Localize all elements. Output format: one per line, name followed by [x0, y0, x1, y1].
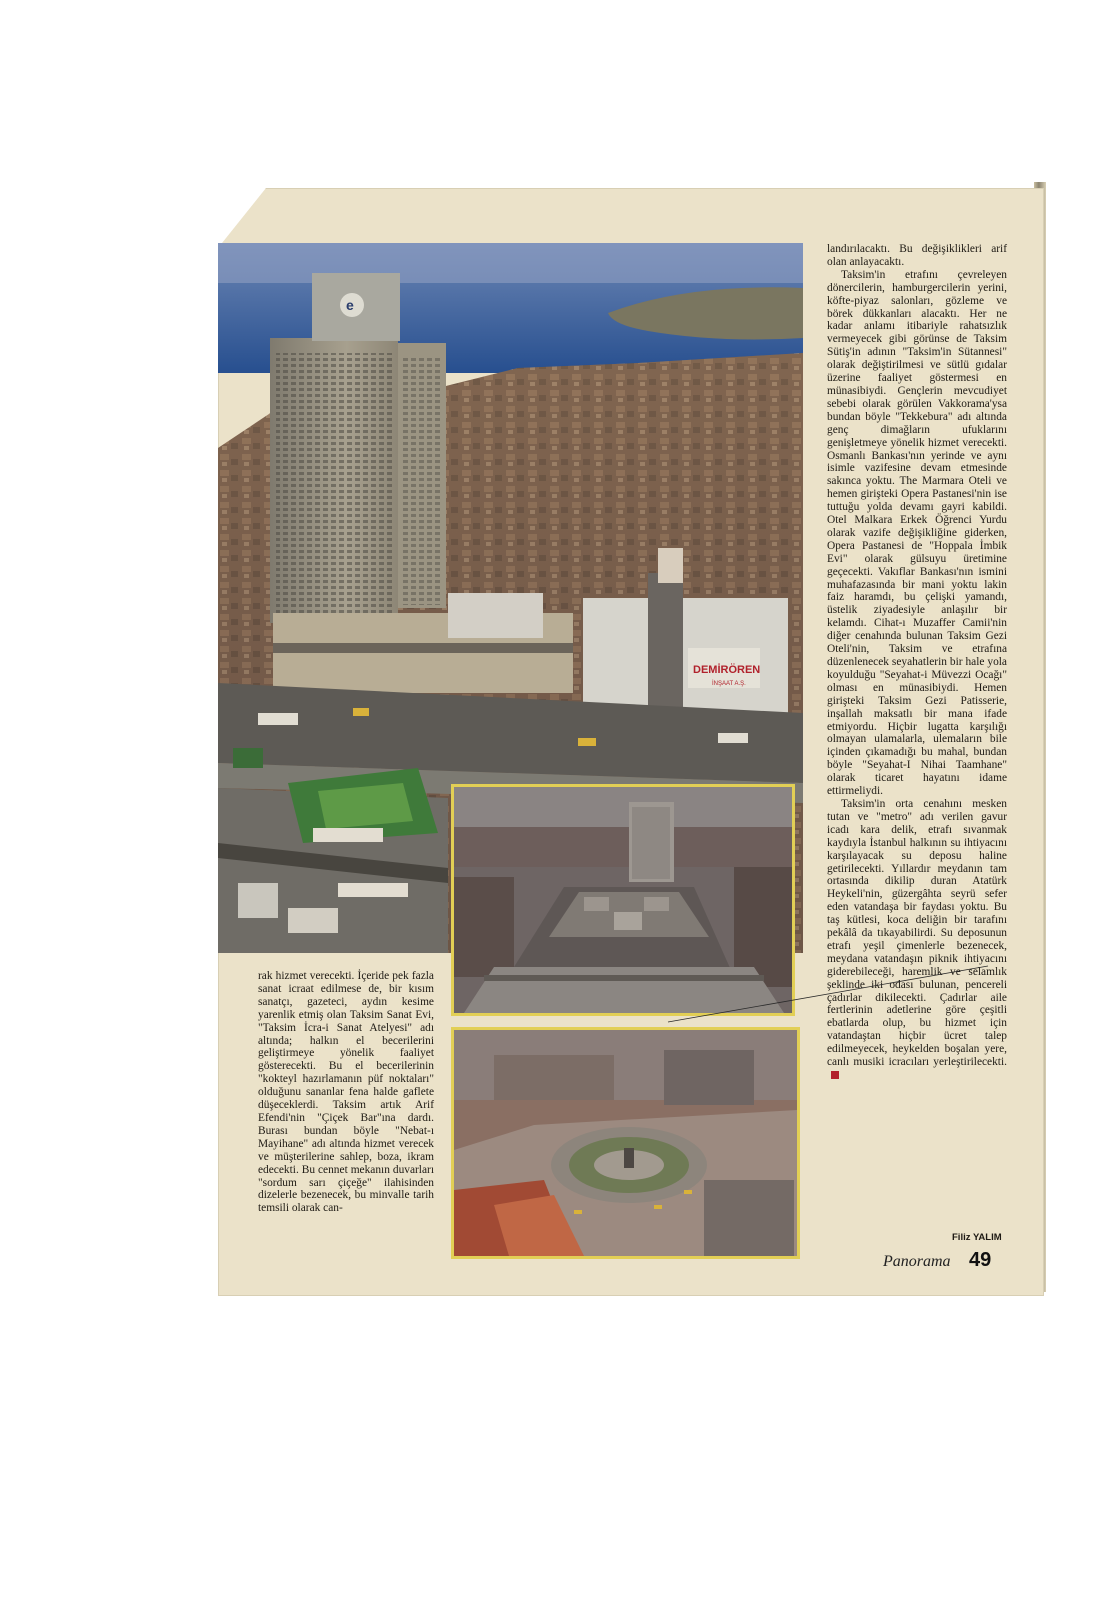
article-paragraph-text: Taksim'in orta cenahını mesken tutan ve "metro" adı verilen gavur icadı kara delik, etrafı sıvanmak kaydıyla İstanbul halkının su ihtiyacını karşılayacak su deposu haline getirilecekti. Yıllardır meydanın tam ortasında dikilip duran Atatürk Heykeli'nin, güzergâhta seyrü sefer eden vatandaşa bir faydası yoktu. Bu taş kütlesi, koca deliğin bir tarafını pekâlâ da tıkayabilirdi. Su deposunun etrafı yeşil çimenlerle bezenecek, meydana vatandaşın piknik ihtiyacını giderebileceği, haremlik ve selamlık şeklinde iki odası bulunan, pencereli çadırlar dikilecekti. Çadırlar aile fertlerinin adetlerine göre çeşitli ebatlarda olup, bu hizmet için vatandaştan hiçbir ücret talep edilmeyecek, heykelden boşalan yere, canlı musiki icracıları yerleştirilecekti.: [827, 797, 1007, 1069]
svg-text:e: e: [346, 297, 354, 313]
page-number: 49: [969, 1249, 992, 1271]
article-paragraph: Taksim'in etrafını çevreleyen dönercilerin, hamburgercilerin yerini, köfte-piyaz salonları, gözleme ve börek dükkanları alacaktı. Her ne kadar anlamı itibariyle rahatsızlık vermeyecek gibi görünse de Taksim Sütiş'in adının "Taksim'in Sütannesi" olarak değiştirilmesi ve sütlü gıdalar üzerine faaliyet göstermesi en münasibiydi. Gençlerin mevcudiyet sebebi olarak görülen Vakkorama'ysa bundan böyle "Tekkebura" adı altında genç dimağların ufuklarını genişletmeye yönelik hizmet verecekti. Osmanlı Bankası'nın yerinde ve aynı isimle vazifesine devam etmesinde sakınca yoktu. The Marmara Oteli ve hemen girişteki Opera Pastanesi'nin ise tuttuğu yolda devamı gayri kabildi. Otel Malkara Erkek Öğrenci Yurdu olarak vazife değişikliğine giderken, Opera Pastanesi de "Hoppala İmbik Evi" olarak gülsuyu üretimine geçecekti. Vakıflar Bankası'nın ismini muhafazasında bir mani yoktu lakin faiz haramdı, bu çelişki yamandı, üstelik ziyadesiyle anlaşılır bir kelamdı. Cihat-ı Muzaffer Camii'nin diğer cenahında bulunan Taksim Gezi Oteli'nin, Taksim ve etrafına düzenlenecek seyahatlerin bir hale yola koyulduğu "Seyahat-i Müvezzi Ocağı" olması en münasibiydi. Hemen girişteki Taksim Gezi Patisserie, inşallah maksatlı bir mana ifade etmiyordu. Hiçbir lugatta karşılığı olmayan ulamalarla, ulemaların bile içinden çıkamadığı bu mahal, bundan böyle "Seyahat-I Nihai Taamhane" olarak ticaret hayatını idame ettirmeliydi.: [827, 268, 1007, 798]
article-column-right: [827, 243, 1007, 1082]
park-photo-graphic: [454, 787, 792, 1013]
photo-taksim-square: [451, 1027, 800, 1259]
end-of-article-mark: [831, 1071, 839, 1079]
demiroren-sign-subtext: İNŞAAT A.Ş.: [712, 681, 746, 687]
article-paragraph-final: [827, 798, 1007, 1082]
photo-gezi-park: [451, 784, 795, 1016]
demiroren-sign-text: DEMİRÖREN: [693, 664, 761, 676]
article-paragraph: rak hizmet verecekti. İçeride pek fazla sanat icraat edilmese de, bir kısım sanatçı, gazeteci, aydın kesime yarenlik etmiş olan Taksim Sanat Evi, "Taksim İcra-i Sanat Atelyesi" adı altında; halkın el becerilerini geliştirmeye yönelik faaliyet gösterecekti. Bu el becerilerinin "kokteyl hazırlamanın püf noktaları" olduğunu sananlar fena halde gaflete düşeceklerdi. Taksim artık Arif Efendi'nin "Çiçek Bar"ına dardı. Burası bundan böyle "Nebat-ı Mayihane" adı altında hizmet verecek ve müşterilerine sahlep, boza, ikram edecekti. Bu cennet mekanın duvarları "sordum sarı çiçeğe" ilahisinden dizelerle bezenecek, bu minvalle tarih temsili olarak can-: [258, 970, 434, 1215]
magazine-name: Panorama: [883, 1253, 951, 1270]
author-byline: Filiz YALIM: [952, 1232, 1002, 1243]
article-column-left: [258, 970, 434, 1215]
square-photo-graphic: [454, 1030, 797, 1256]
article-paragraph: landırılacaktı. Bu değişiklikleri arif olan anlayacaktı.: [827, 243, 1007, 268]
